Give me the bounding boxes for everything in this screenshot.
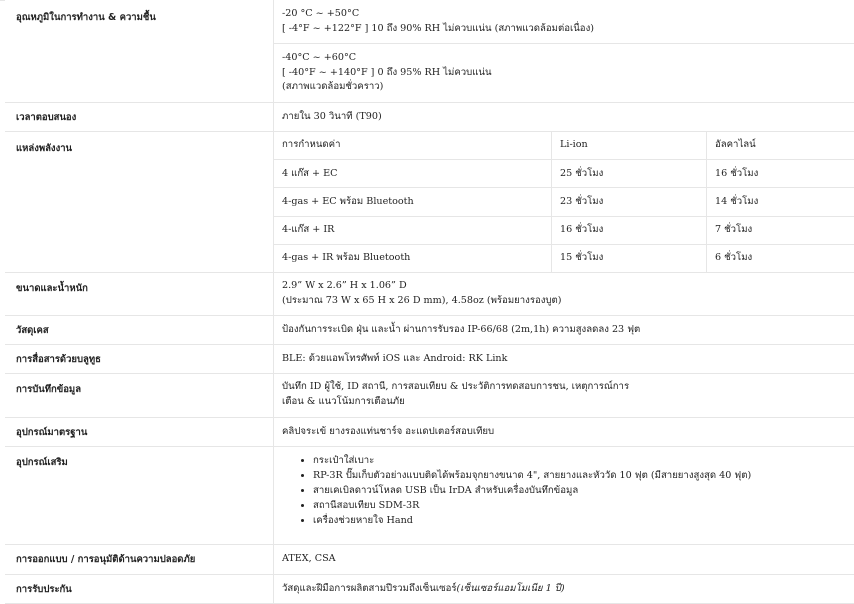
- row-value: [273, 374, 854, 417]
- table-row: [274, 217, 854, 245]
- spec-table: [5, 0, 854, 604]
- header-li-ion: Li-ion: [551, 132, 706, 159]
- temp-continuous: [274, 0, 854, 44]
- temp-transient: [274, 44, 854, 102]
- temp-range-line: [ -40°F ~ +140°F ] 0 ถึง 95% RH ไม่ควบแน่น: [282, 66, 492, 78]
- row-label: อุปกรณ์มาตรฐาน: [16, 426, 88, 438]
- alkaline-cell: 6 ชั่วโมง: [706, 245, 854, 272]
- power-table: [273, 132, 854, 272]
- row-label: แหล่งพลังงาน: [16, 143, 73, 154]
- row-data-logging: [5, 374, 854, 418]
- size-line: (ประมาณ 73 W x 65 H x 26 D mm), 4.58oz (พร้อมยางรองบูต): [282, 294, 562, 306]
- power-table-header: [274, 132, 854, 160]
- temp-range-line: [ -4°F ~ +122°F ] 10 ถึง 90% RH ไม่ควบแน่น (สภาพแวดล้อมต่อเนื่อง): [282, 22, 594, 34]
- row-value: คลิปจระเข้ ยางรองแท่นชาร์จ อะแดปเตอร์สอบเทียบ: [273, 418, 854, 446]
- alkaline-cell: 7 ชั่วโมง: [706, 217, 854, 244]
- li-ion-cell: 16 ชั่วโมง: [551, 217, 706, 244]
- table-row: [274, 160, 854, 188]
- header-config: การกำหนดค่า: [282, 139, 341, 151]
- row-value: [273, 575, 854, 603]
- row-value: ภายใน 30 วินาที (T90): [273, 103, 854, 131]
- temp-range-line: (สภาพแวดล้อมชั่วคราว): [282, 81, 384, 92]
- config-cell: 4-gas + IR พร้อม Bluetooth: [282, 252, 411, 264]
- row-label: การบันทึกข้อมูล: [16, 384, 82, 395]
- list-item: • เครื่องช่วยหายใจ Hand: [313, 513, 854, 528]
- row-label: การสื่อสารด้วยบลูทูธ: [16, 353, 101, 365]
- logging-line: เตือน & แนวโน้มการเตือนภัย: [282, 395, 405, 407]
- list-item: • สายเคเบิลดาวน์โหลด USB เป็น IrDA สำหรับเครื่องบันทึกข้อมูล: [313, 483, 854, 498]
- config-cell: 4-แก๊ส + IR: [282, 223, 335, 235]
- alkaline-cell: 14 ชั่วโมง: [706, 188, 854, 215]
- alkaline-cell: 16 ชั่วโมง: [706, 160, 854, 187]
- table-row: [274, 245, 854, 272]
- row-label: การรับประกัน: [16, 583, 72, 595]
- row-optional-accessories: [5, 447, 854, 545]
- accessory-list: [282, 453, 854, 528]
- row-response-time: [5, 103, 854, 132]
- row-case-material: [5, 316, 854, 345]
- li-ion-cell: 23 ชั่วโมง: [551, 188, 706, 215]
- temp-range-line: -40°C ~ +60°C: [282, 52, 357, 63]
- warranty-text: วัสดุและฝีมือการผลิตสามปีรวมถึงเซ็นเซอร์: [282, 582, 457, 594]
- row-value: [273, 0, 854, 102]
- table-row: [274, 188, 854, 216]
- row-label: วัสดุเคส: [16, 324, 49, 336]
- warranty-note: (เซ็นเซอร์แอมโมเนีย 1 ปี): [456, 582, 565, 594]
- li-ion-cell: 25 ชั่วโมง: [551, 160, 706, 187]
- row-approvals: [5, 545, 854, 575]
- row-value: ATEX, CSA: [273, 545, 854, 574]
- row-label: อุปกรณ์เสริม: [16, 457, 68, 468]
- config-cell: 4 แก๊ส + EC: [282, 167, 338, 179]
- row-value: BLE: ด้วยแอพโทรศัพท์ iOS และ Android: RK Link: [273, 345, 854, 373]
- row-label: การออกแบบ / การอนุมัติด้านความปลอดภัย: [16, 554, 196, 565]
- row-label: ขนาดและน้ำหนัก: [16, 283, 88, 294]
- row-value: [273, 447, 854, 544]
- list-item: • กระเป๋าใส่เบาะ: [313, 453, 854, 468]
- config-cell: 4-gas + EC พร้อม Bluetooth: [282, 195, 414, 207]
- row-power-source: [5, 132, 854, 273]
- row-label: อุณหภูมิในการทำงาน & ความชื้น: [16, 12, 156, 23]
- list-item: • RP-3R ปั๊มเก็บตัวอย่างแบบติดได้พร้อมจุกยางขนาด 4", สายยางและหัววัด 10 ฟุต (มีสายยางสูงสุด 40 ฟุต): [313, 468, 854, 483]
- row-standard-accessories: [5, 418, 854, 447]
- list-item: • สถานีสอบเทียบ SDM-3R: [313, 498, 854, 513]
- logging-line: บันทึก ID ผู้ใช้, ID สถานี, การสอบเทียบ & ประวัติการทดสอบการชน, เหตุการณ์การ: [282, 381, 630, 392]
- header-alkaline: อัลคาไลน์: [706, 132, 854, 159]
- row-label: เวลาตอบสนอง: [16, 111, 77, 123]
- row-temperature: [5, 0, 854, 103]
- temp-range-line: -20 °C ~ +50°C: [282, 8, 360, 19]
- row-bluetooth: [5, 345, 854, 374]
- row-value: [273, 273, 854, 315]
- row-value: ป้องกันการระเบิด ฝุ่น และน้ำ ผ่านการรับรอง IP-66/68 (2m,1h) ความสูงลดลง 23 ฟุต: [273, 316, 854, 344]
- row-warranty: [5, 575, 854, 604]
- row-size-weight: [5, 273, 854, 316]
- li-ion-cell: 15 ชั่วโมง: [551, 245, 706, 272]
- size-line: 2.9” W x 2.6” H x 1.06” D: [282, 280, 407, 291]
